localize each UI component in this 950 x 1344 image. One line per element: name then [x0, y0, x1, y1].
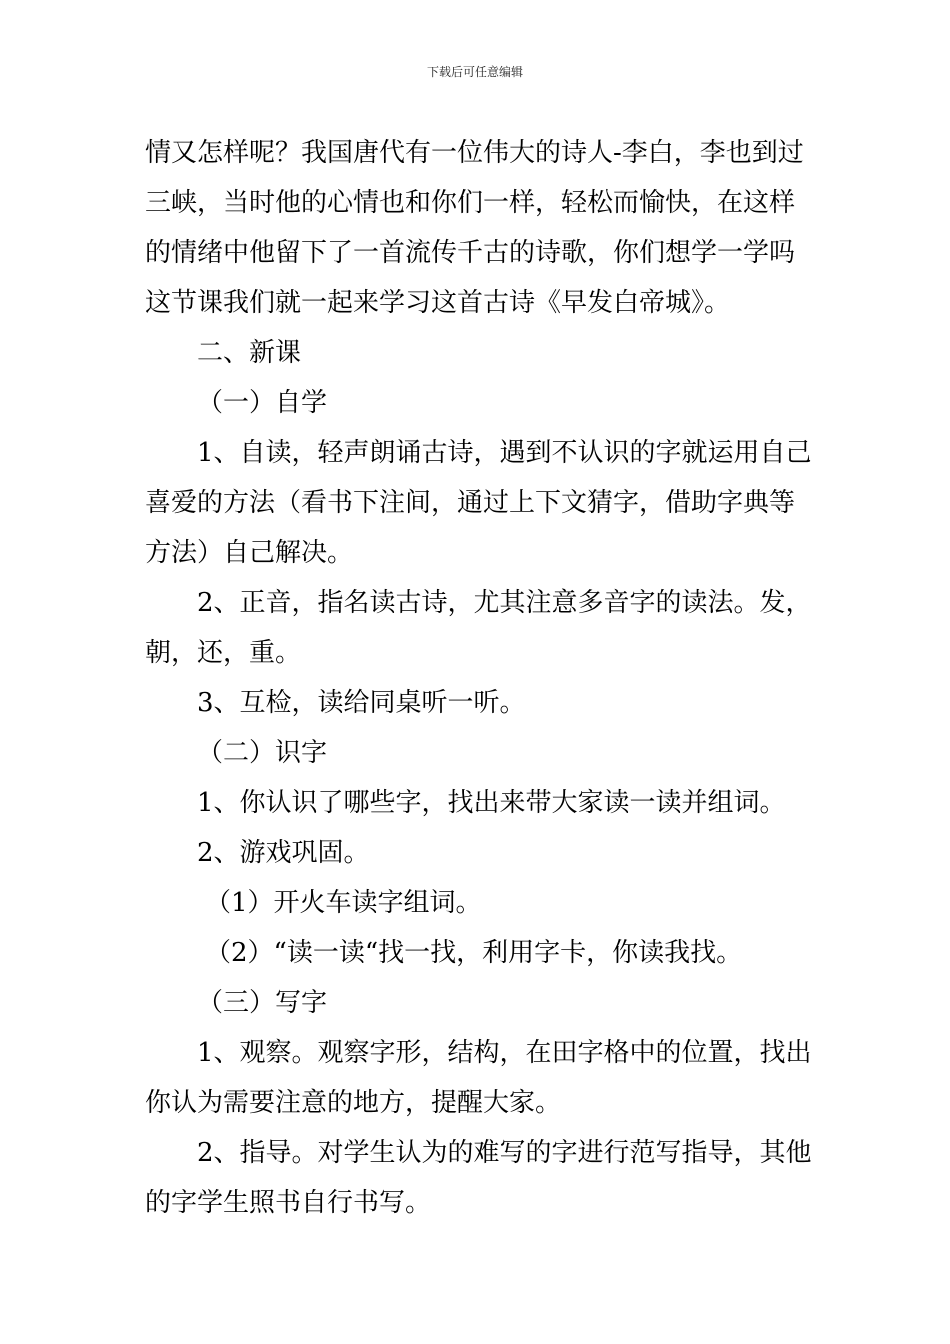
text-line: 这节课我们就一起来学习这首古诗《早发白帝城》。	[145, 288, 731, 318]
text-line: 2、正音，指名读古诗，尤其注意多音字的读法。发，	[197, 588, 812, 618]
text-line: 情又怎样呢？我国唐代有一位伟大的诗人-李白，李也到过	[145, 138, 804, 168]
text-line: 3、互检，读给同桌听一听。	[197, 688, 526, 718]
subsection-heading: （二）识字	[197, 738, 328, 768]
text-line: （1）开火车读字组词。	[205, 888, 482, 918]
text-line: 1、你认识了哪些字，找出来带大家读一读并组词。	[197, 788, 786, 818]
section-heading: 二、新课	[197, 338, 302, 368]
text-line: 2、指导。对学生认为的难写的字进行范写指导，其他	[197, 1138, 812, 1168]
text-line: 你认为需要注意的地方，提醒大家。	[145, 1088, 562, 1118]
text-line: 方法）自己解决。	[145, 538, 354, 568]
text-line: 的字学生照书自行书写。	[145, 1188, 432, 1218]
page-header: 下载后可任意编辑	[426, 65, 523, 79]
text-line: 三峡，当时他的心情也和你们一样，轻松而愉快，在这样	[145, 188, 796, 218]
text-line: 1、自读，轻声朗诵古诗，遇到不认识的字就运用自己	[197, 438, 812, 468]
text-line: 喜爱的方法（看书下注间，通过上下文猜字，借助字典等	[145, 488, 796, 518]
document-body	[145, 128, 810, 1228]
subsection-heading: （三）写字	[197, 988, 328, 1018]
text-line: 的情绪中他留下了一首流传千古的诗歌，你们想学一学吗	[145, 238, 796, 268]
text-line: 1、观察。观察字形，结构，在田字格中的位置，找出	[197, 1038, 812, 1068]
subsection-heading: （一）自学	[197, 388, 328, 418]
text-line: 朝，还，重。	[145, 638, 302, 668]
text-line: （2）“读一读“找一找，利用字卡，你读我找。	[205, 938, 743, 968]
text-line: 2、游戏巩固。	[197, 838, 370, 868]
